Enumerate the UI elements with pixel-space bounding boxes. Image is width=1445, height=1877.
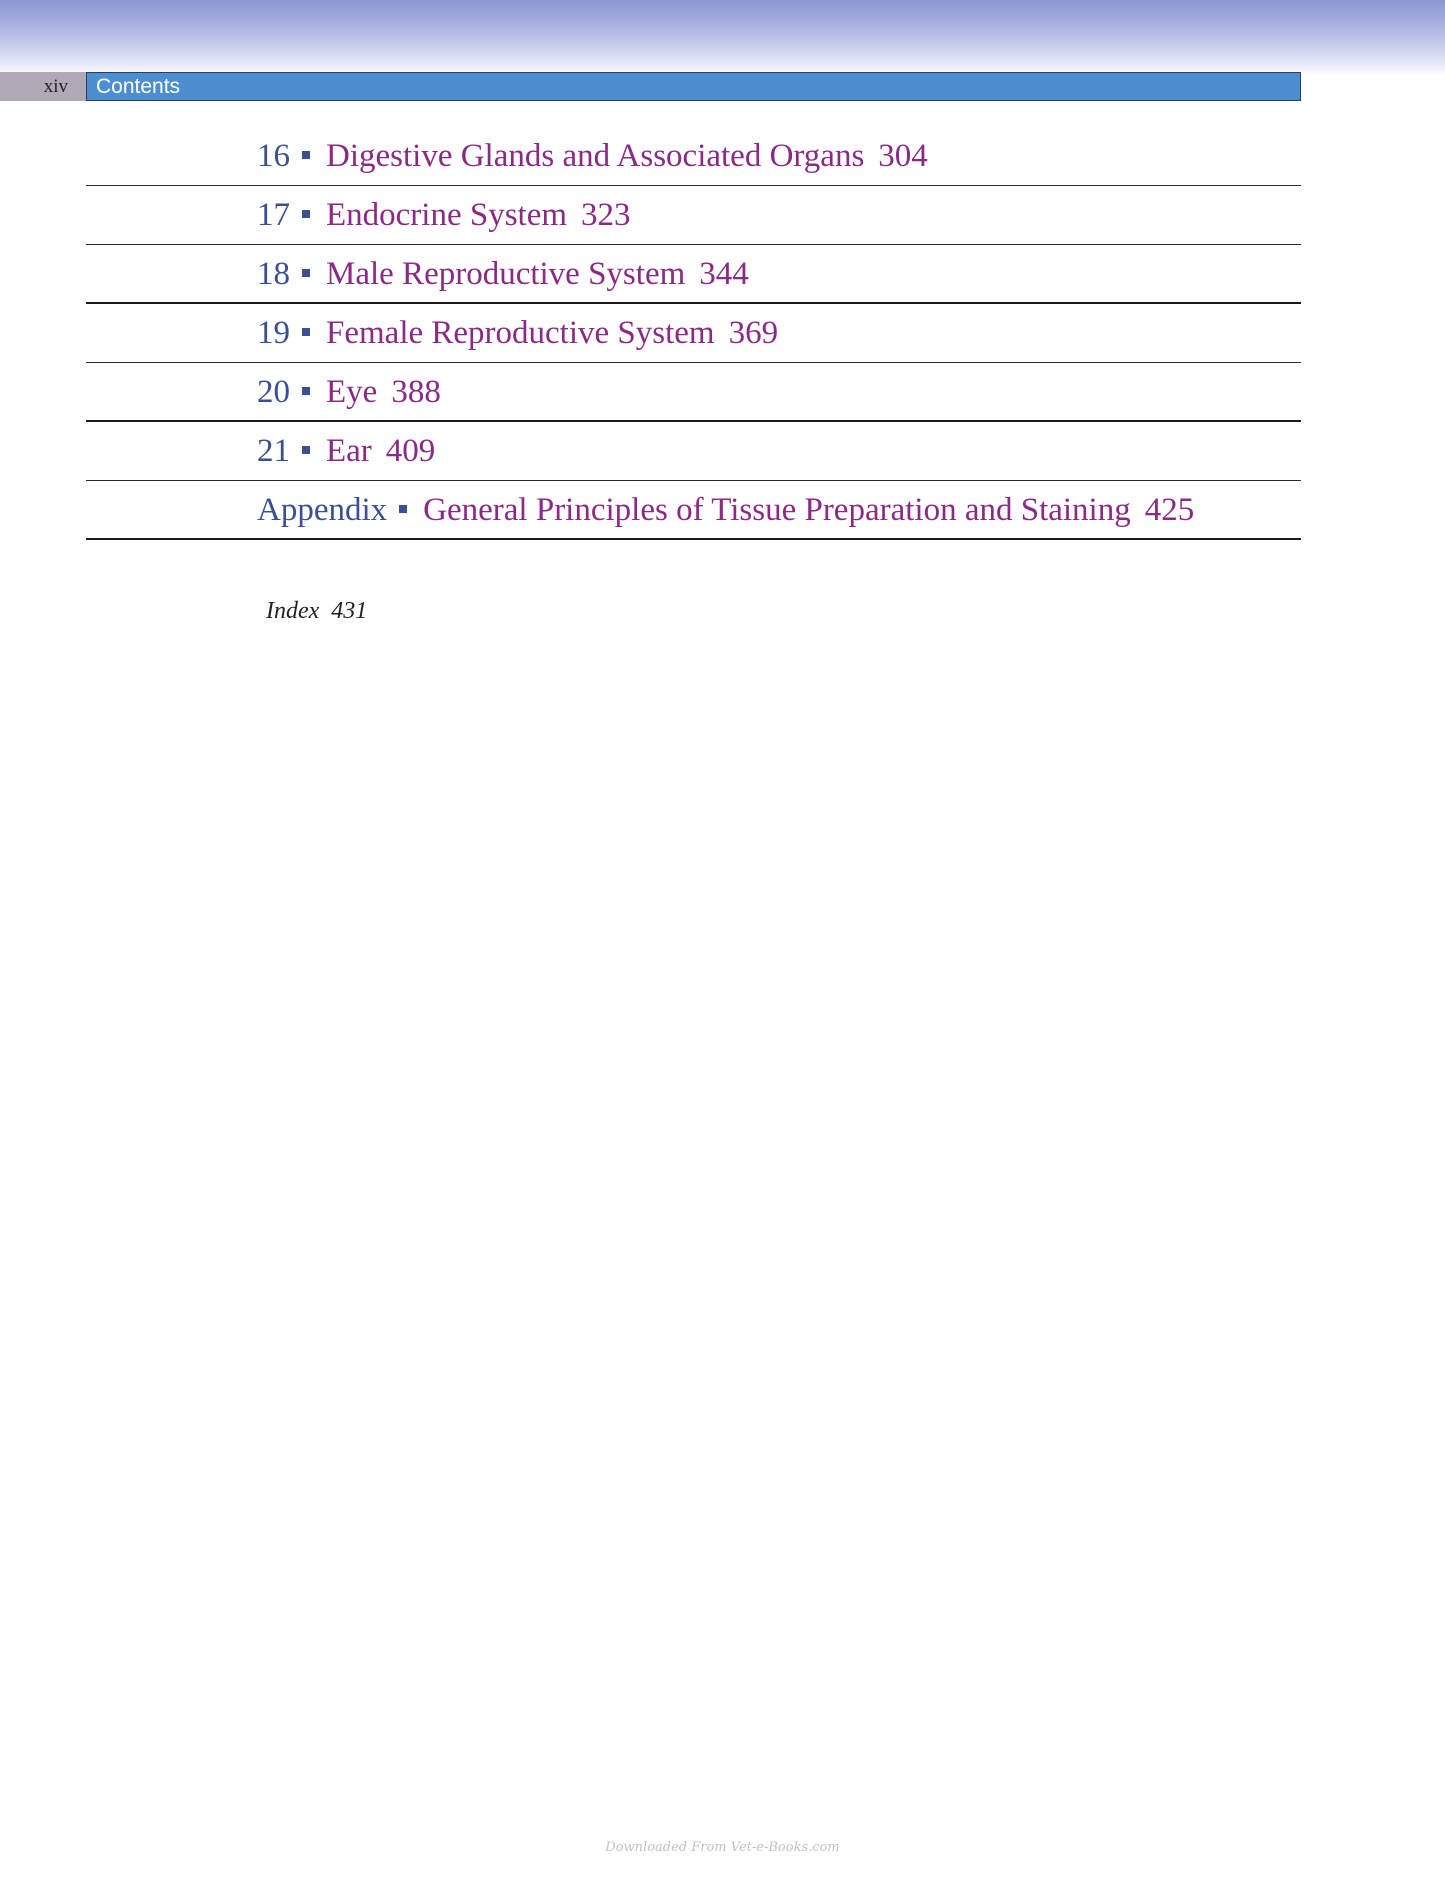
square-bullet-icon (302, 151, 310, 159)
square-bullet-icon (302, 210, 310, 218)
chapter-page: 409 (385, 433, 436, 469)
toc-entry-16[interactable] (86, 127, 1301, 186)
square-bullet-icon (302, 269, 310, 277)
section-title: Contents (86, 72, 1301, 101)
index-page: 431 (331, 598, 368, 624)
chapter-page: 344 (699, 256, 749, 292)
index-entry[interactable] (266, 598, 367, 625)
table-of-contents (86, 127, 1301, 540)
chapter-number: 19 (257, 315, 290, 351)
chapter-number: 20 (257, 374, 290, 410)
page-top-gradient (0, 0, 1445, 75)
toc-entry-17[interactable] (86, 186, 1301, 245)
chapter-title: Ear (326, 433, 372, 469)
chapter-title: Eye (326, 374, 378, 410)
index-label: Index (266, 598, 320, 624)
chapter-page: 323 (581, 197, 631, 233)
download-watermark: Downloaded From Vet-e-Books.com (605, 1840, 840, 1855)
toc-entry-19[interactable] (86, 304, 1301, 363)
page-number: xiv (0, 72, 86, 101)
chapter-title: Female Reproductive System (326, 315, 715, 351)
chapter-page: 388 (391, 374, 441, 410)
chapter-title: General Principles of Tissue Preparation and Staining (423, 492, 1131, 528)
chapter-number: 21 (257, 433, 290, 469)
toc-entry-appendix[interactable] (86, 481, 1301, 540)
chapter-title: Endocrine System (326, 197, 568, 233)
chapter-number: Appendix (257, 492, 388, 528)
square-bullet-icon (399, 505, 407, 513)
toc-entry-18[interactable] (86, 245, 1301, 304)
square-bullet-icon (302, 446, 310, 454)
chapter-page: 304 (878, 138, 928, 174)
toc-entry-21[interactable] (86, 422, 1301, 481)
chapter-number: 18 (257, 256, 290, 292)
square-bullet-icon (302, 328, 310, 336)
chapter-page: 369 (728, 315, 779, 351)
chapter-page: 425 (1144, 492, 1195, 528)
toc-entry-20[interactable] (86, 363, 1301, 422)
chapter-title: Male Reproductive System (326, 256, 686, 292)
running-header (0, 72, 1301, 101)
square-bullet-icon (302, 387, 310, 395)
chapter-title: Digestive Glands and Associated Organs (326, 138, 865, 174)
chapter-number: 17 (257, 197, 290, 233)
chapter-number: 16 (257, 138, 290, 174)
